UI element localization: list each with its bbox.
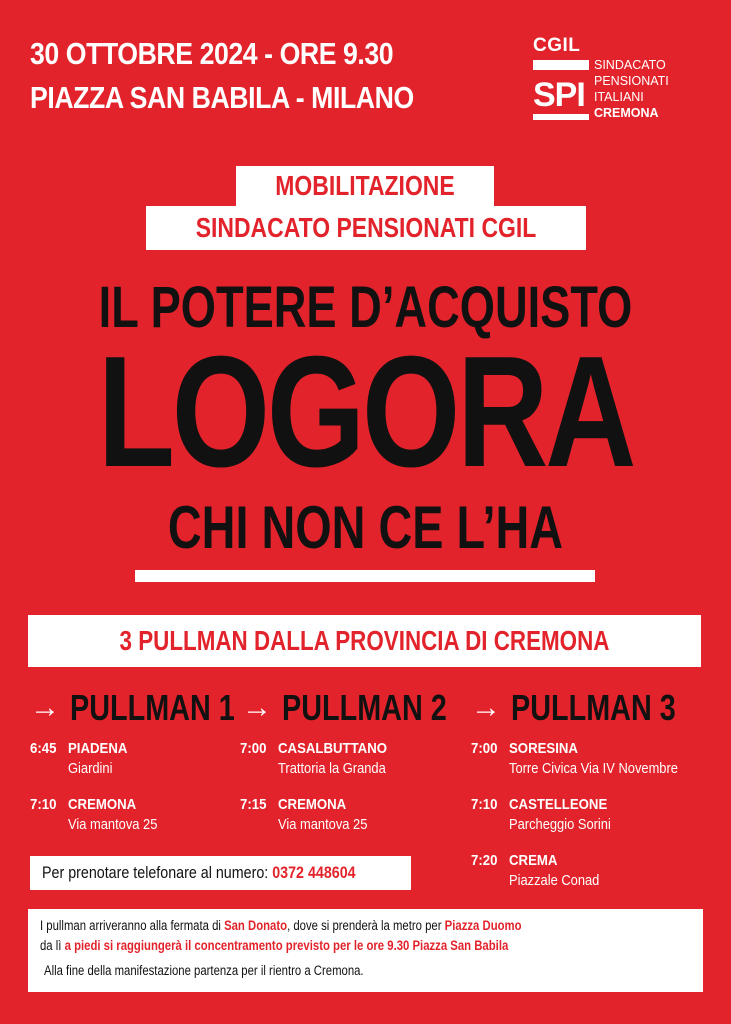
pullman-1-name: PULLMAN 1: [70, 687, 235, 728]
logo-text-4: CREMONA: [594, 106, 659, 120]
arrow-right-icon: →: [242, 691, 272, 724]
booking-phone-number[interactable]: 0372 448604: [272, 863, 356, 882]
mobilitazione-line2: SINDACATO PENSIONATI CGIL: [195, 212, 537, 243]
event-date: 30 OTTOBRE 2024 - ORE 9.30: [30, 36, 394, 71]
headline-logora: LOGORA: [97, 324, 634, 500]
stop-place: Via mantova 25: [68, 816, 158, 833]
info-box: [28, 909, 703, 992]
stop-time: 7:10: [471, 796, 498, 813]
stop-city: PIADENA: [68, 740, 128, 757]
stop-city: SORESINA: [509, 740, 578, 757]
pullman-3-header: [471, 687, 717, 728]
logo-text-2: PENSIONATI: [594, 74, 669, 88]
pullman-1-header: [30, 687, 276, 728]
stop-city: CASALBUTTANO: [278, 740, 388, 757]
pullman-title-box: [28, 615, 701, 667]
stop-place: Via mantova 25: [278, 816, 368, 833]
sindacato-box: [146, 206, 586, 250]
arrow-right-icon: →: [30, 691, 60, 724]
stop-place: Torre Civica Via IV Novembre: [509, 760, 678, 777]
info-highlight: Piazza Duomo: [444, 918, 522, 933]
stop-time: 7:20: [471, 852, 498, 869]
booking-label: Per prenotare telefonare al numero:: [42, 863, 269, 882]
headline-underline: [135, 570, 595, 582]
stop-time: 7:00: [240, 740, 267, 757]
pullman-2-name: PULLMAN 2: [282, 687, 447, 728]
info-highlight: a piedi si raggiungerà il concentramento previsto per le ore 9.30 Piazza San Babila: [64, 938, 509, 953]
logo-bar: [533, 60, 589, 70]
logo-text-1: SINDACATO: [594, 58, 666, 72]
info-text: da lì: [40, 938, 62, 953]
info-line-2: [40, 939, 508, 953]
booking-box: [30, 856, 411, 890]
stop-time: 7:00: [471, 740, 498, 757]
booking-text: [42, 864, 356, 881]
arrow-right-icon: →: [471, 691, 501, 724]
stop-city: CREMONA: [278, 796, 347, 813]
mobilitazione-box: [236, 166, 494, 206]
logo-spi: SPI: [533, 76, 585, 114]
stop-city: CREMONA: [68, 796, 137, 813]
stop-time: 6:45: [30, 740, 57, 757]
info-highlight: San Donato: [224, 918, 288, 933]
stop-place: Trattoria la Granda: [278, 760, 386, 777]
stop-place: Piazzale Conad: [509, 872, 600, 889]
info-line-3: Alla fine della manifestazione partenza per il rientro a Cremona.: [44, 963, 364, 978]
stop-time: 7:15: [240, 796, 267, 813]
info-text: , dove si prenderà la metro per: [287, 918, 442, 933]
pullman-2-header: [242, 687, 488, 728]
logo-cgil: CGIL: [533, 35, 581, 56]
stop-city: CASTELLEONE: [509, 796, 608, 813]
stop-time: 7:10: [30, 796, 57, 813]
logo-text-3: ITALIANI: [594, 90, 644, 104]
event-place: PIAZZA SAN BABILA - MILANO: [30, 80, 414, 115]
stop-place: Parcheggio Sorini: [509, 816, 611, 833]
pullman-title: 3 PULLMAN DALLA PROVINCIA DI CREMONA: [119, 625, 610, 656]
headline-line1: IL POTERE D’ACQUISTO: [98, 275, 633, 340]
pullman-3-name: PULLMAN 3: [511, 687, 676, 728]
stop-city: CREMA: [509, 852, 558, 869]
headline-line3: CHI NON CE L’HA: [167, 494, 564, 561]
info-text: I pullman arriveranno alla fermata di: [40, 918, 221, 933]
mobilitazione-line1: MOBILITAZIONE: [275, 170, 455, 201]
cgil-spi-logo: [533, 36, 693, 122]
stop-place: Giardini: [68, 760, 113, 777]
info-line-1: [40, 919, 522, 933]
logo-bar-bottom: [533, 114, 589, 120]
